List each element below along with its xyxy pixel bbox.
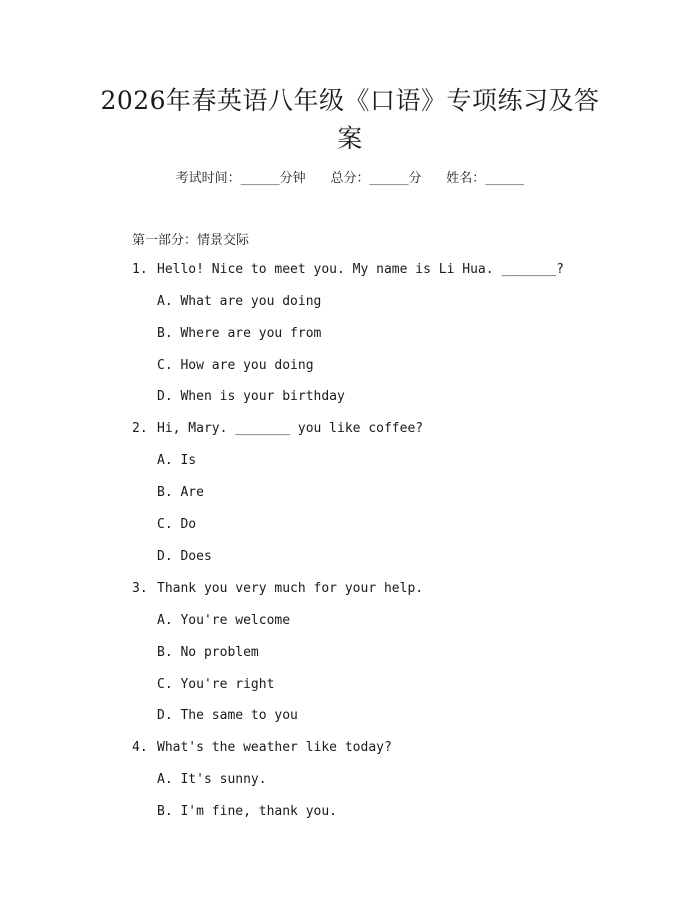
answer-option: C. You're right bbox=[157, 677, 275, 692]
question-text: Thank you very much for your help. bbox=[157, 581, 424, 596]
question-number: 4. bbox=[132, 740, 148, 755]
answer-option: C. Do bbox=[157, 517, 197, 532]
answer-option: A. Is bbox=[157, 453, 197, 468]
answer-option: A. It's sunny. bbox=[157, 772, 267, 787]
section-title: 第一部分：情景交际 bbox=[132, 233, 250, 248]
question-number: 1. bbox=[132, 262, 148, 277]
exam-info-line bbox=[0, 167, 700, 186]
question-text: Hello! Nice to meet you. My name is Li Hua. _______? bbox=[157, 262, 564, 277]
question-item bbox=[132, 421, 423, 436]
answer-option: B. No problem bbox=[157, 645, 259, 660]
question-item bbox=[132, 581, 423, 596]
answer-option: D. Does bbox=[157, 549, 212, 564]
answer-option: D. The same to you bbox=[157, 708, 298, 723]
exam-time-field: 考试时间：______分钟 bbox=[175, 171, 306, 186]
answer-option: C. How are you doing bbox=[157, 358, 314, 373]
answer-option: A. You're welcome bbox=[157, 613, 291, 628]
question-number: 2. bbox=[132, 421, 148, 436]
answer-option: B. Are bbox=[157, 485, 204, 500]
question-item bbox=[132, 262, 564, 277]
answer-option: A. What are you doing bbox=[157, 294, 322, 309]
answer-option: B. Where are you from bbox=[157, 326, 322, 341]
question-number: 3. bbox=[132, 581, 148, 596]
question-item bbox=[132, 740, 392, 755]
answer-option: B. I'm fine, thank you. bbox=[157, 804, 338, 819]
name-field: 姓名：______ bbox=[446, 171, 525, 186]
question-text: Hi, Mary. _______ you like coffee? bbox=[157, 421, 424, 436]
question-text: What's the weather like today? bbox=[157, 740, 392, 755]
total-score-field: 总分：______分 bbox=[330, 171, 422, 186]
page-title: 2026年春英语八年级《口语》专项练习及答案 bbox=[100, 86, 600, 153]
answer-option: D. When is your birthday bbox=[157, 389, 345, 404]
